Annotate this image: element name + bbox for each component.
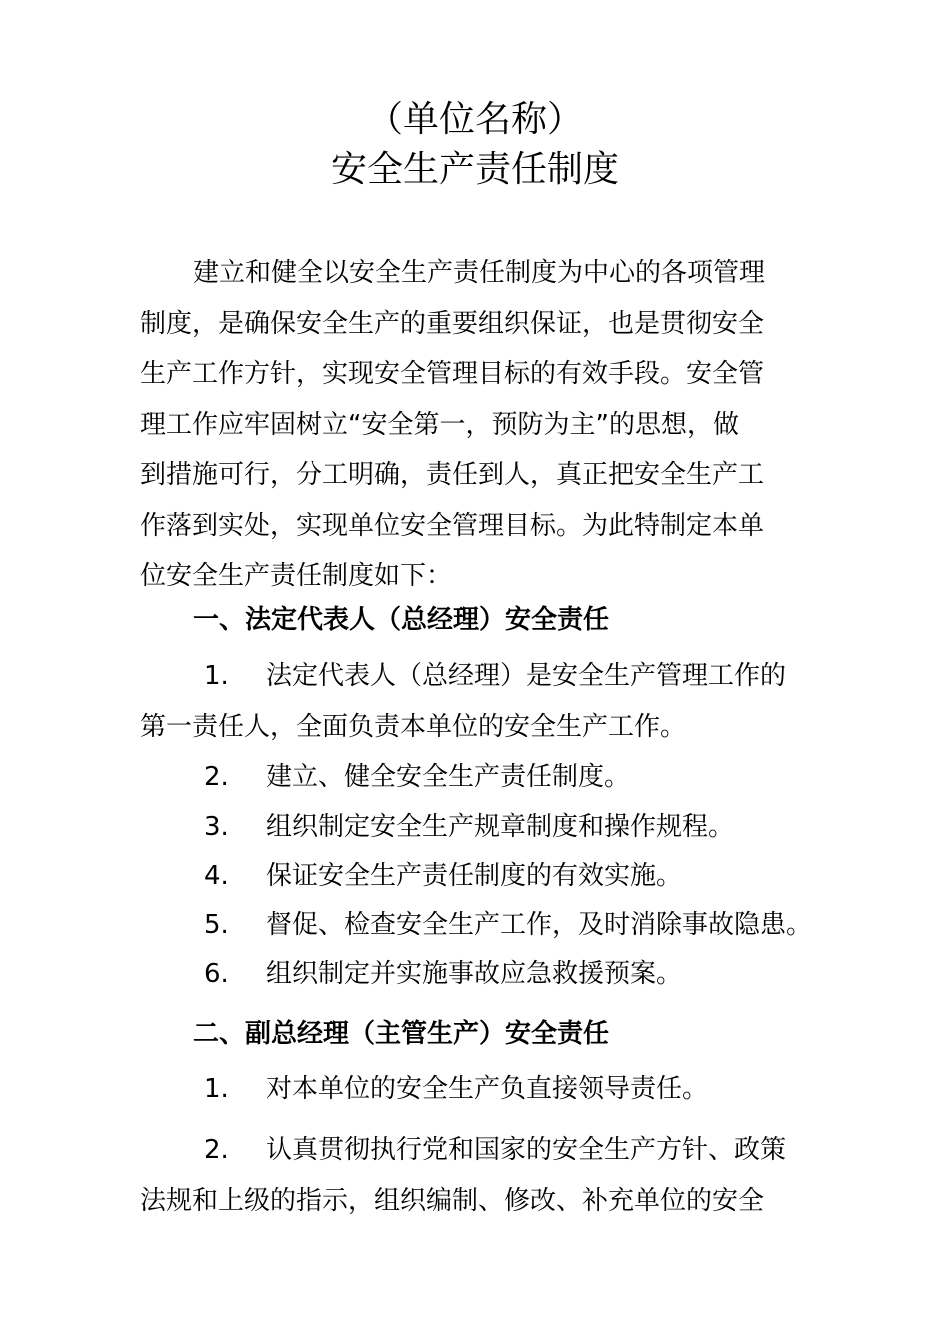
list-item bbox=[140, 752, 840, 803]
intro-paragraph bbox=[140, 248, 820, 602]
item-number: 3. bbox=[204, 812, 229, 842]
item-text: 建立、健全安全生产责任制度。 bbox=[266, 762, 631, 792]
list-item bbox=[140, 900, 840, 951]
item-text: 组织制定安全生产规章制度和操作规程。 bbox=[266, 812, 735, 842]
list-item bbox=[140, 651, 840, 752]
item-text: 法规和上级的指示，组织编制、修改、补充单位的安全 bbox=[140, 1185, 765, 1216]
section-heading-legal-representative: 一、法定代表人（总经理）安全责任 bbox=[193, 605, 610, 635]
intro-line: 位安全生产责任制度如下： bbox=[140, 561, 453, 591]
item-text: 第一责任人，全面负责本单位的安全生产工作。 bbox=[140, 711, 687, 742]
item-number: 2. bbox=[204, 1135, 229, 1165]
intro-line: 制度，是确保安全生产的重要组织保证，也是贯彻安全 bbox=[140, 308, 765, 339]
list-item bbox=[140, 851, 840, 902]
item-number: 5. bbox=[204, 910, 229, 940]
list-item bbox=[140, 1125, 840, 1226]
item-number: 2. bbox=[204, 762, 229, 792]
item-text: 督促、检查安全生产工作，及时消除事故隐患。 bbox=[266, 910, 813, 940]
item-number: 1. bbox=[204, 1074, 229, 1104]
item-text: 对本单位的安全生产负直接领导责任。 bbox=[266, 1074, 709, 1104]
document-unit-name: （单位名称） bbox=[366, 99, 583, 140]
document-title: 安全生产责任制度 bbox=[330, 149, 619, 190]
item-text: 组织制定并实施事故应急救援预案。 bbox=[266, 959, 683, 989]
list-item bbox=[140, 949, 840, 1000]
item-number: 1. bbox=[204, 661, 229, 691]
intro-line: 建立和健全以安全生产责任制度为中心的各项管理 bbox=[193, 258, 766, 288]
item-number: 4. bbox=[204, 861, 229, 891]
list-item bbox=[140, 1064, 840, 1115]
item-text: 保证安全生产责任制度的有效实施。 bbox=[266, 861, 683, 891]
list-item bbox=[140, 802, 840, 853]
intro-line: 到措施可行，分工明确，责任到人，真正把安全生产工 bbox=[140, 460, 765, 490]
intro-line: 理工作应牢固树立“安全第一，预防为主”的思想，做 bbox=[140, 409, 739, 440]
intro-line: 作落到实处，实现单位安全管理目标。为此特制定本单 bbox=[140, 510, 765, 541]
intro-line: 生产工作方针，实现安全管理目标的有效手段。安全管 bbox=[140, 359, 765, 389]
section-heading-deputy-manager: 二、副总经理（主管生产）安全责任 bbox=[193, 1019, 610, 1049]
item-text: 法定代表人（总经理）是安全生产管理工作的 bbox=[266, 661, 787, 691]
item-text: 认真贯彻执行党和国家的安全生产方针、政策 bbox=[266, 1135, 787, 1165]
item-number: 6. bbox=[204, 959, 229, 989]
